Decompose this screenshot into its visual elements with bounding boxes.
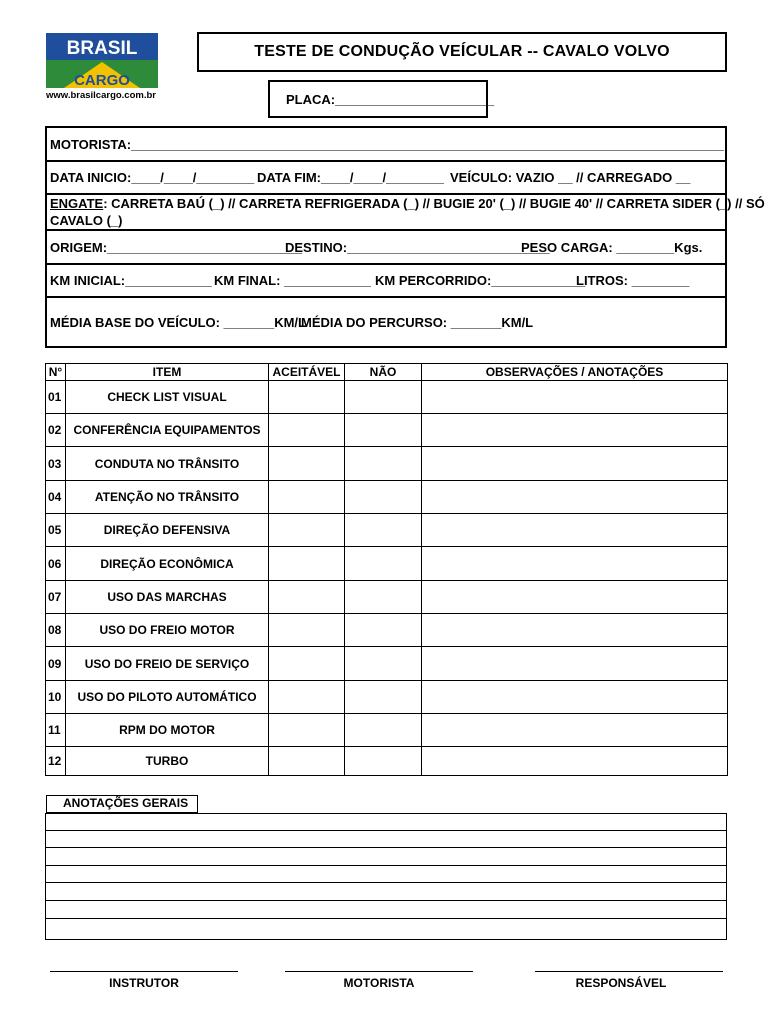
motorista-signature-line[interactable] — [285, 971, 473, 972]
responsavel-label: RESPONSÁVEL — [575, 976, 667, 990]
row-number: 03 — [46, 447, 66, 481]
km-inicial-field[interactable]: KM INICIAL:____________ — [50, 273, 212, 288]
anotacoes-line — [46, 882, 726, 883]
litros-field[interactable]: LITROS: ________ — [576, 273, 690, 288]
engate-row — [47, 195, 765, 231]
row-item: USO DO FREIO MOTOR — [66, 614, 269, 647]
row-item: DIREÇÃO DEFENSIVA — [66, 514, 269, 547]
table-row — [46, 581, 728, 614]
datas-row — [47, 162, 725, 195]
table-header-row — [46, 364, 728, 381]
row-observacoes-cell[interactable] — [422, 681, 728, 714]
row-number: 08 — [46, 614, 66, 647]
km-percorrido-field[interactable]: KM PERCORRIDO:_____________ — [375, 273, 586, 288]
media-base-field[interactable]: MÉDIA BASE DO VEÍCULO: _______KM/L — [50, 315, 306, 330]
row-nao-cell[interactable] — [345, 447, 422, 481]
row-nao-cell[interactable] — [345, 647, 422, 681]
engate-line-1 — [50, 196, 765, 211]
row-nao-cell[interactable] — [345, 581, 422, 614]
responsavel-signature-line[interactable] — [535, 971, 723, 972]
instrutor-signature-line[interactable] — [50, 971, 238, 972]
row-aceitavel-cell[interactable] — [269, 747, 345, 776]
row-aceitavel-cell[interactable] — [269, 514, 345, 547]
header-aceitavel: ACEITÁVEL — [269, 364, 345, 381]
header-item: ITEM — [66, 364, 269, 381]
row-number: 02 — [46, 414, 66, 447]
row-nao-cell[interactable] — [345, 381, 422, 414]
anotacoes-box[interactable] — [45, 813, 727, 940]
logo-url: www.brasilcargo.com.br — [46, 90, 156, 101]
data-inicio-field[interactable]: DATA INICIO:____/____/________ — [50, 170, 255, 185]
table-row — [46, 547, 728, 581]
row-nao-cell[interactable] — [345, 681, 422, 714]
row-observacoes-cell[interactable] — [422, 414, 728, 447]
info-section — [45, 126, 765, 348]
row-item: CONFERÊNCIA EQUIPAMENTOS — [66, 414, 269, 447]
row-aceitavel-cell[interactable] — [269, 547, 345, 581]
data-fim-field[interactable]: DATA FIM:____/____/________ — [257, 170, 444, 185]
table-row — [46, 747, 728, 776]
anotacoes-line — [46, 865, 726, 866]
row-number: 01 — [46, 381, 66, 414]
row-nao-cell[interactable] — [345, 547, 422, 581]
row-aceitavel-cell[interactable] — [269, 681, 345, 714]
header-num: N° — [46, 364, 66, 381]
row-number: 07 — [46, 581, 66, 614]
row-item: RPM DO MOTOR — [66, 714, 269, 747]
row-aceitavel-cell[interactable] — [269, 581, 345, 614]
table-row — [46, 681, 728, 714]
origem-field[interactable]: ORIGEM:___________________________ — [50, 240, 303, 255]
row-nao-cell[interactable] — [345, 481, 422, 514]
peso-carga-field[interactable]: PESO CARGA: ________Kgs. — [521, 240, 703, 255]
row-nao-cell[interactable] — [345, 747, 422, 776]
row-observacoes-cell[interactable] — [422, 647, 728, 681]
row-observacoes-cell[interactable] — [422, 381, 728, 414]
table-row — [46, 481, 728, 514]
anotacoes-line — [46, 830, 726, 831]
row-item: USO DO FREIO DE SERVIÇO — [66, 647, 269, 681]
row-observacoes-cell[interactable] — [422, 514, 728, 547]
row-observacoes-cell[interactable] — [422, 481, 728, 514]
row-aceitavel-cell[interactable] — [269, 714, 345, 747]
origem-row — [47, 231, 725, 265]
placa-field[interactable] — [268, 80, 495, 118]
row-aceitavel-cell[interactable] — [269, 414, 345, 447]
table-row — [46, 447, 728, 481]
evaluation-table — [45, 363, 728, 776]
row-nao-cell[interactable] — [345, 614, 422, 647]
engate-label: ENGATE — [50, 196, 104, 211]
engate-options[interactable]: : CARRETA BAÚ (_) // CARRETA REFRIGERADA (_) // BUGIE 20' (_) // BUGIE 40' // CARRETA SIDER (_) // SÓ — [103, 196, 765, 211]
motorista-row[interactable] — [47, 128, 725, 162]
placa-label: PLACA:______________________ — [286, 91, 495, 107]
title-box — [197, 32, 727, 72]
row-item: USO DAS MARCHAS — [66, 581, 269, 614]
media-row — [47, 298, 725, 346]
row-number: 10 — [46, 681, 66, 714]
row-nao-cell[interactable] — [345, 514, 422, 547]
logo-cargo-text: CARGO — [74, 72, 130, 88]
table-row — [46, 414, 728, 447]
brasil-cargo-logo — [46, 33, 158, 88]
table-row — [46, 514, 728, 547]
row-observacoes-cell[interactable] — [422, 447, 728, 481]
logo-brasil-text: BRASIL — [66, 38, 138, 59]
anotacoes-line — [46, 847, 726, 848]
row-aceitavel-cell[interactable] — [269, 647, 345, 681]
table-row — [46, 614, 728, 647]
row-item: CONDUTA NO TRÂNSITO — [66, 447, 269, 481]
row-number: 11 — [46, 714, 66, 747]
row-nao-cell[interactable] — [345, 714, 422, 747]
veiculo-field[interactable]: VEÍCULO: VAZIO __ // CARREGADO __ — [450, 170, 691, 185]
anotacoes-line — [46, 918, 726, 919]
table-row — [46, 381, 728, 414]
km-final-field[interactable]: KM FINAL: ____________ — [214, 273, 371, 288]
row-item: USO DO PILOTO AUTOMÁTICO — [66, 681, 269, 714]
km-row — [47, 265, 725, 298]
row-aceitavel-cell[interactable] — [269, 447, 345, 481]
row-number: 04 — [46, 481, 66, 514]
anotacoes-line — [46, 900, 726, 901]
instrutor-label: INSTRUTOR — [109, 976, 179, 990]
header-observacoes: OBSERVAÇÕES / ANOTAÇÕES — [422, 364, 728, 381]
row-number: 06 — [46, 547, 66, 581]
row-number: 12 — [46, 747, 66, 776]
row-nao-cell[interactable] — [345, 414, 422, 447]
row-item: DIREÇÃO ECONÔMICA — [66, 547, 269, 581]
row-observacoes-cell[interactable] — [422, 547, 728, 581]
row-observacoes-cell[interactable] — [422, 581, 728, 614]
row-observacoes-cell[interactable] — [422, 747, 728, 776]
media-percurso-field[interactable]: MÉDIA DO PERCURSO: _______KM/L — [301, 315, 534, 330]
row-aceitavel-cell[interactable] — [269, 381, 345, 414]
row-number: 09 — [46, 647, 66, 681]
table-row — [46, 714, 728, 747]
row-number: 05 — [46, 514, 66, 547]
header-nao: NÃO — [345, 364, 422, 381]
destino-field[interactable]: DESTINO:____________________________ — [285, 240, 550, 255]
motorista-signature-label: MOTORISTA — [343, 976, 415, 990]
anotacoes-label: ANOTAÇÕES GERAIS — [46, 795, 198, 813]
row-item: ATENÇÃO NO TRÂNSITO — [66, 481, 269, 514]
row-aceitavel-cell[interactable] — [269, 614, 345, 647]
row-observacoes-cell[interactable] — [422, 714, 728, 747]
table-row — [46, 647, 728, 681]
motorista-field[interactable]: MOTORISTA:__________________________________________________________________________________ — [50, 137, 724, 152]
row-item: CHECK LIST VISUAL — [66, 381, 269, 414]
row-aceitavel-cell[interactable] — [269, 481, 345, 514]
row-observacoes-cell[interactable] — [422, 614, 728, 647]
page-title: TESTE DE CONDUÇÃO VEÍCULAR -- CAVALO VOLVO — [254, 43, 670, 60]
engate-line-2[interactable]: CAVALO (_) — [50, 213, 123, 228]
row-item: TURBO — [66, 747, 269, 776]
